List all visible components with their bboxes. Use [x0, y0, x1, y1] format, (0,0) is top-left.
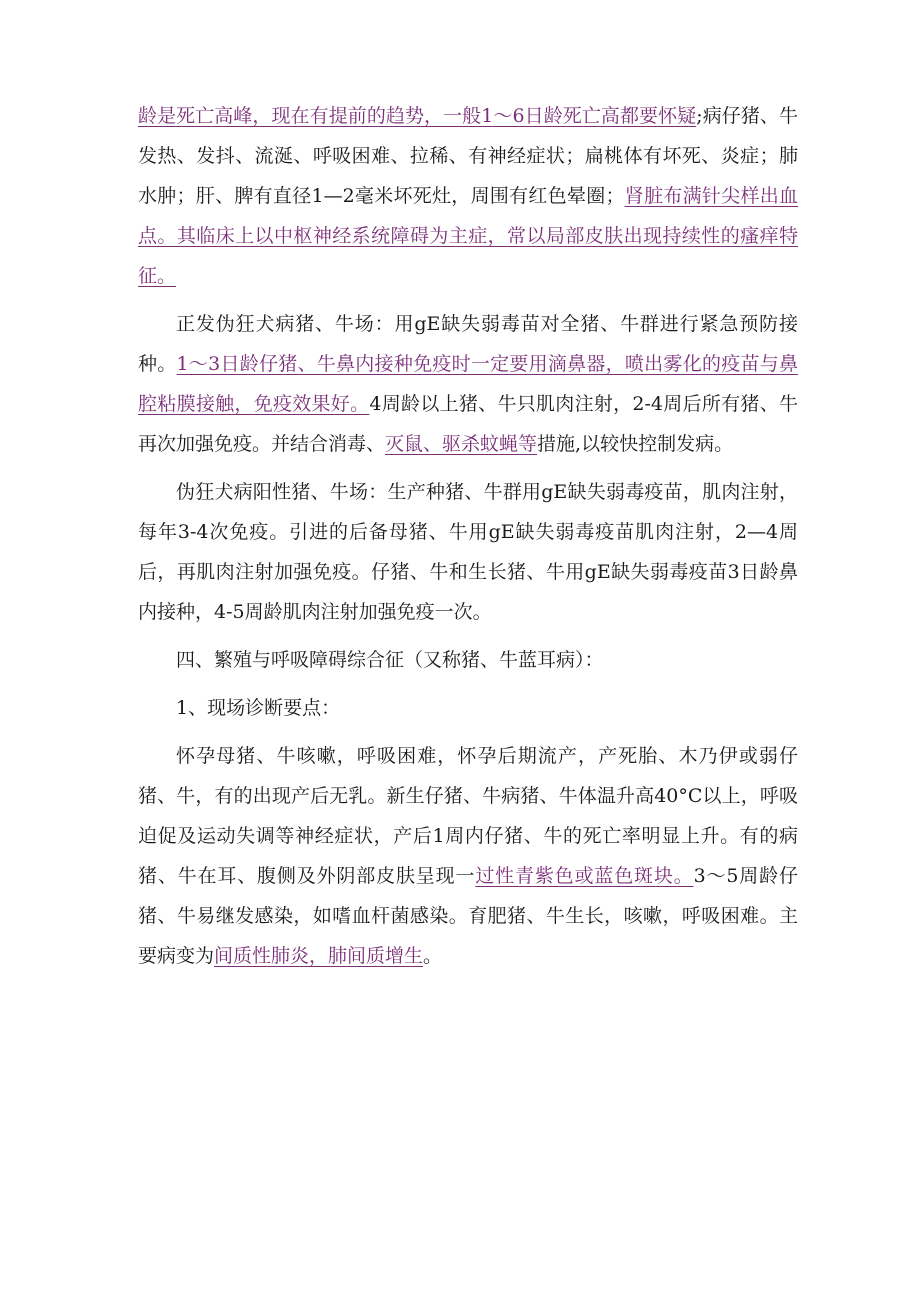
highlighted-text: 灭鼠、驱杀蚊蝇: [385, 433, 519, 455]
highlighted-text: 等: [518, 433, 538, 455]
body-text: 措施,以较快控制发病。: [537, 433, 734, 455]
body-text: 4周龄以上猪、牛只肌肉注射，2-4周后所有猪、牛再次加强免疫。并结合消毒、: [138, 393, 798, 455]
paragraph-2: [138, 304, 798, 464]
highlighted-text: 1～3日龄仔猪、牛鼻内接种免疫时一定要用滴鼻器，喷出雾化的疫苗与鼻腔粘膜接触，免疫效果好。: [138, 353, 798, 415]
highlighted-text: 间质性肺炎，肺间质增生: [214, 945, 424, 967]
highlighted-text: 龄是死亡高峰，现在有提前的趋势，一般1～6日龄死亡高都要怀疑: [138, 105, 697, 127]
body-text: ;病仔猪、牛发热、发抖、流涎、呼吸困难、拉稀、有神经症状；扁桃体有坏死、炎症；肺水肿；肝、脾有直径1—2毫米坏死灶，周围有红色晕圈；: [138, 105, 798, 207]
paragraph-3: [138, 472, 798, 632]
section-heading: [138, 640, 798, 680]
subsection-heading: [138, 688, 798, 728]
body-text: 伪狂犬病阳性猪、牛场：生产种猪、牛群用gE缺失弱毒疫苗，肌肉注射，每年3-4次免疫。引进的后备母猪、牛用gE缺失弱毒疫苗肌肉注射，2—4周后，再肌肉注射加强免疫。仔猪、牛和生长猪、牛用gE缺失弱毒疫苗3日龄鼻内接种，4-5周龄肌肉注射加强免疫一次。: [138, 481, 798, 623]
document-page: [138, 96, 798, 984]
highlighted-text: 过性: [475, 865, 515, 887]
heading-text: 四、繁殖与呼吸障碍综合征（又称猪、牛蓝耳病）：: [176, 649, 604, 671]
highlighted-text: 肾脏布满针尖样出血点。其临床上以中枢神经系统障碍为主症，常以局部皮肤出现持续性的瘙痒特征。: [138, 185, 798, 287]
body-text: 怀孕母猪、牛咳嗽，呼吸困难，怀孕后期流产，产死胎、木乃伊或弱仔猪、牛，有的出现产后无乳。新生仔猪、牛病猪、牛体温升高40°C以上，呼吸迫促及运动失调等神经症状，产后1周内仔猪、牛的死亡率明显上升。有的病猪、牛在耳、腹侧及外阴部皮肤呈现一: [138, 745, 798, 887]
body-text: 3～5周龄仔猪、牛易继发感染，如嗜血杆菌感染。育肥猪、牛生长，咳嗽，呼吸困难。主要病变为: [138, 865, 798, 967]
highlighted-text: 青紫色或蓝色斑块。: [515, 865, 694, 887]
body-text: 正发伪狂犬病猪、牛场：用gE缺失弱毒苗对全猪、牛群进行紧急预防接种。: [138, 313, 798, 375]
body-text: 。: [423, 945, 443, 967]
heading-text: 1、现场诊断要点：: [176, 697, 341, 719]
paragraph-6: [138, 736, 798, 976]
paragraph-1: [138, 96, 798, 296]
